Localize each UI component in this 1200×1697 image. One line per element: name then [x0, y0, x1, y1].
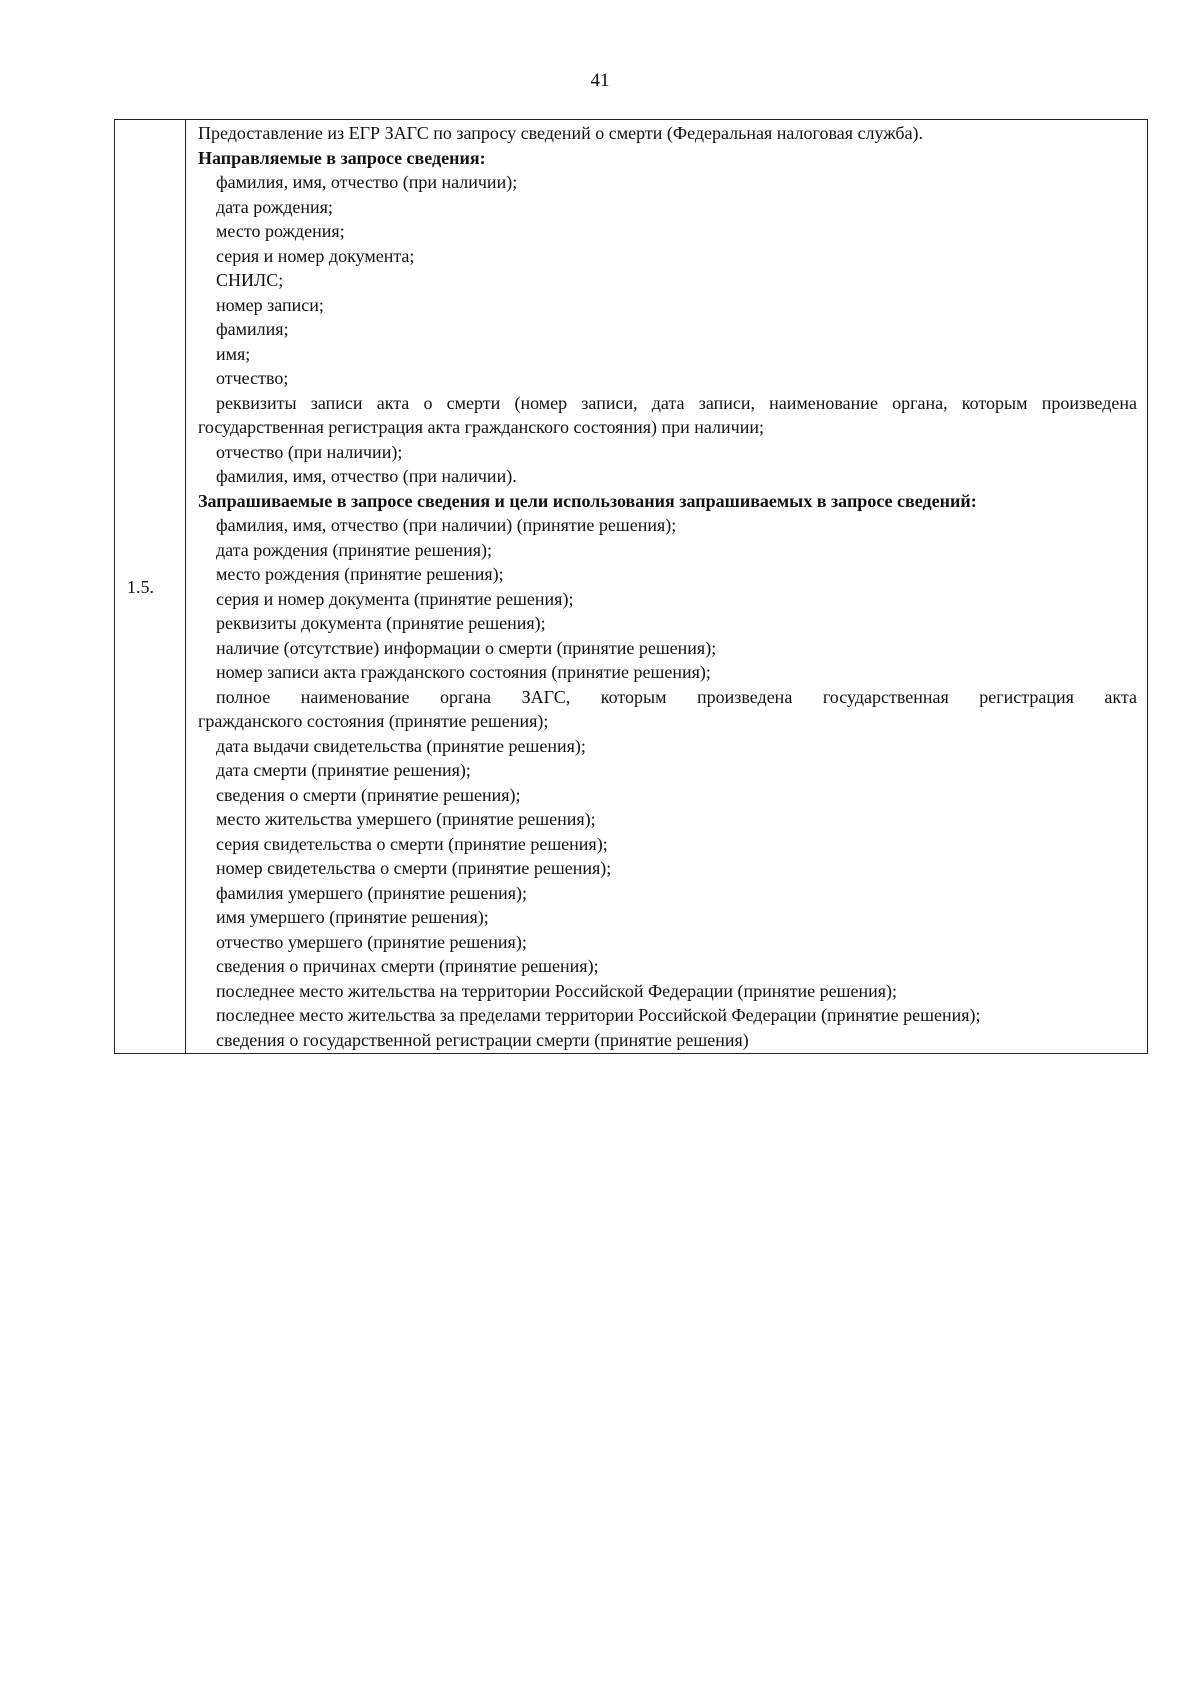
row-title: Предоставление из ЕГР ЗАГС по запросу сведений о смерти (Федеральная налоговая служба). — [198, 123, 924, 143]
list-item: имя; — [216, 343, 251, 364]
document-table — [114, 119, 1148, 1054]
list-item: отчество умершего (принятие решения); — [216, 931, 527, 952]
list-item: последнее место жительства за пределами территории Российской Федерации (принятие решения); — [216, 1005, 981, 1025]
page-number: 41 — [590, 70, 610, 91]
list-item: сведения о смерти (принятие решения); — [216, 784, 521, 805]
list-item: номер записи акта гражданского состояния (принятие решения); — [216, 662, 711, 682]
list-item: фамилия, имя, отчество (при наличии); — [216, 172, 518, 192]
list-item-continuation: государственная регистрация акта гражданского состояния) при наличии; — [198, 417, 764, 437]
list-item: серия и номер документа; — [216, 245, 415, 266]
list-item: СНИЛС; — [216, 270, 284, 290]
list-item: место рождения; — [216, 221, 345, 241]
row-content — [186, 120, 1148, 1054]
list-item-continuation: гражданского состояния (принятие решения); — [198, 711, 549, 731]
list-item: сведения о государственной регистрации смерти (принятие решения) — [216, 1029, 749, 1050]
list-item: отчество; — [216, 368, 289, 388]
row-number: 1.5. — [115, 120, 186, 1054]
list-item: имя умершего (принятие решения); — [216, 907, 489, 927]
list-item: дата рождения (принятие решения); — [216, 539, 492, 560]
list-item: реквизиты записи акта о смерти (номер записи, дата записи, наименование органа, которым произведена — [216, 392, 1137, 413]
list-item: фамилия, имя, отчество (при наличии). — [216, 466, 517, 486]
list-item: номер свидетельства о смерти (принятие решения); — [216, 858, 612, 878]
list-item: фамилия умершего (принятие решения); — [216, 882, 528, 903]
list-item: наличие (отсутствие) информации о смерти (принятие решения); — [216, 637, 717, 658]
list-item: дата рождения; — [216, 196, 333, 217]
list-item: отчество (при наличии); — [216, 441, 403, 462]
list-item: дата выдачи свидетельства (принятие решения); — [216, 735, 586, 756]
list-item: серия и номер документа (принятие решения); — [216, 588, 574, 609]
list-item: полное наименование органа ЗАГС, которым произведена государственная регистрация акта — [216, 686, 1137, 707]
list-item: дата смерти (принятие решения); — [216, 760, 471, 780]
list-item: сведения о причинах смерти (принятие решения); — [216, 956, 599, 976]
list-item: место жительства умершего (принятие решения); — [216, 809, 596, 829]
list-item: фамилия; — [216, 319, 289, 339]
list-item: реквизиты документа (принятие решения); — [216, 613, 546, 633]
list-item: серия свидетельства о смерти (принятие решения); — [216, 833, 608, 854]
sent-heading: Направляемые в запросе сведения: — [198, 147, 486, 168]
list-item: номер записи; — [216, 294, 324, 315]
table-row — [115, 120, 1148, 1054]
list-item: фамилия, имя, отчество (при наличии) (принятие решения); — [216, 515, 677, 535]
requested-heading: Запрашиваемые в запросе сведения и цели использования запрашиваемых в запросе сведений: — [198, 490, 977, 511]
list-item: последнее место жительства на территории Российской Федерации (принятие решения); — [216, 980, 898, 1001]
list-item: место рождения (принятие решения); — [216, 564, 504, 584]
